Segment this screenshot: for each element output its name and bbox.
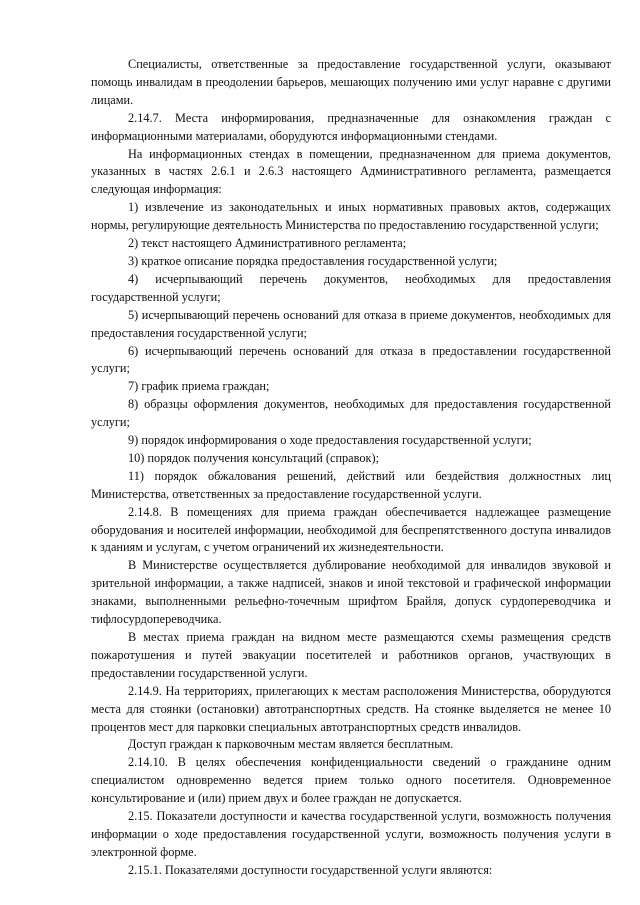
list-item-1: 1) извлечение из законодательных и иных нормативных правовых актов, содержащих нормы, регулирующие деятельность Министерства по предоставлению государственной услуги;	[91, 200, 611, 233]
paragraph-2-14-10: 2.14.10. В целях обеспечения конфиденциальности сведений о гражданине одним специалистом одновременно ведется прием только одного посетителя. Одновременное консультирование и (или) прием двух и более граждан не допускается.	[91, 755, 611, 806]
list-item-5: 5) исчерпывающий перечень оснований для отказа в приеме документов, необходимых для предоставления государственной услуги;	[91, 307, 611, 340]
list-item-11: 11) порядок обжалования решений, действий или бездействия должностных лиц Министерства, ответственных за предоставление государственной услуги.	[91, 468, 611, 501]
paragraph-2-14-9: 2.14.9. На территориях, прилегающих к местам расположения Министерства, оборудуются места для стоянки (остановки) автотранспортных средств. На стоянке выделяется не менее 10 процентов мест для парковки специальных автотранспортных средств инвалидов.	[91, 683, 611, 734]
paragraph-2-15: 2.15. Показатели доступности и качества государственной услуги, возможность получения информации о ходе предоставления государственной услуги, возможность получения услуги в электронной форме.	[91, 809, 611, 859]
list-item-10: 10) порядок получения консультаций (справок);	[128, 450, 379, 465]
paragraph-specialists-assist: Специалисты, ответственные за предоставление государственной услуги, оказывают помощь инвалидам в преодолении барьеров, мешающих получению ими услуг наравне с другими лицами.	[91, 57, 611, 107]
list-item-3: 3) краткое описание порядка предоставления государственной услуги;	[128, 253, 498, 268]
paragraph-2-14-7: 2.14.7. Места информирования, предназначенные для ознакомления граждан с информационными материалами, оборудуются информационными стендами.	[91, 110, 611, 143]
list-item-8: 8) образцы оформления документов, необходимых для предоставления государственной услуги;	[91, 397, 611, 430]
list-item-4: 4) исчерпывающий перечень документов, необходимых для предоставления государственной услуги;	[91, 271, 611, 304]
paragraph-2-15-1: 2.15.1. Показателями доступности государственной услуги являются:	[128, 862, 493, 877]
paragraph-braille: В Министерстве осуществляется дублирование необходимой для инвалидов звуковой и зрительной информации, а также надписей, знаков и иной текстовой и графической информации знаками, выполненными рельефно-точечным шрифтом Брайля, допуск сурдопереводчика и тифлосурдопереводчика.	[91, 558, 611, 627]
paragraph-parking-free: Доступ граждан к парковочным местам является бесплатным.	[128, 737, 454, 752]
paragraph-2-14-8: 2.14.8. В помещениях для приема граждан обеспечивается надлежащее размещение оборудования и носителей информации, необходимой для беспрепятственного доступа инвалидов к зданиям и услугам, с учетом ограничений их жизнедеятельности.	[91, 504, 611, 555]
list-item-6: 6) исчерпывающий перечень оснований для отказа в предоставлении государственной услуги;	[91, 343, 611, 376]
list-item-7: 7) график приема граждан;	[128, 379, 270, 394]
list-item-2: 2) текст настоящего Административного регламента;	[128, 236, 407, 251]
paragraph-evacuation: В местах приема граждан на видном месте размещаются схемы размещения средств пожаротушения и путей эвакуации посетителей и работников органов, участвующих в предоставлении государственной услуги.	[91, 630, 611, 680]
list-item-9: 9) порядок информирования о ходе предоставления государственной услуги;	[128, 433, 532, 448]
document-page	[91, 56, 611, 880]
paragraph-info-stands: На информационных стендах в помещении, предназначенном для приема документов, указанных в частях 2.6.1 и 2.6.3 настоящего Административного регламента, размещается следующая информация:	[91, 146, 611, 197]
